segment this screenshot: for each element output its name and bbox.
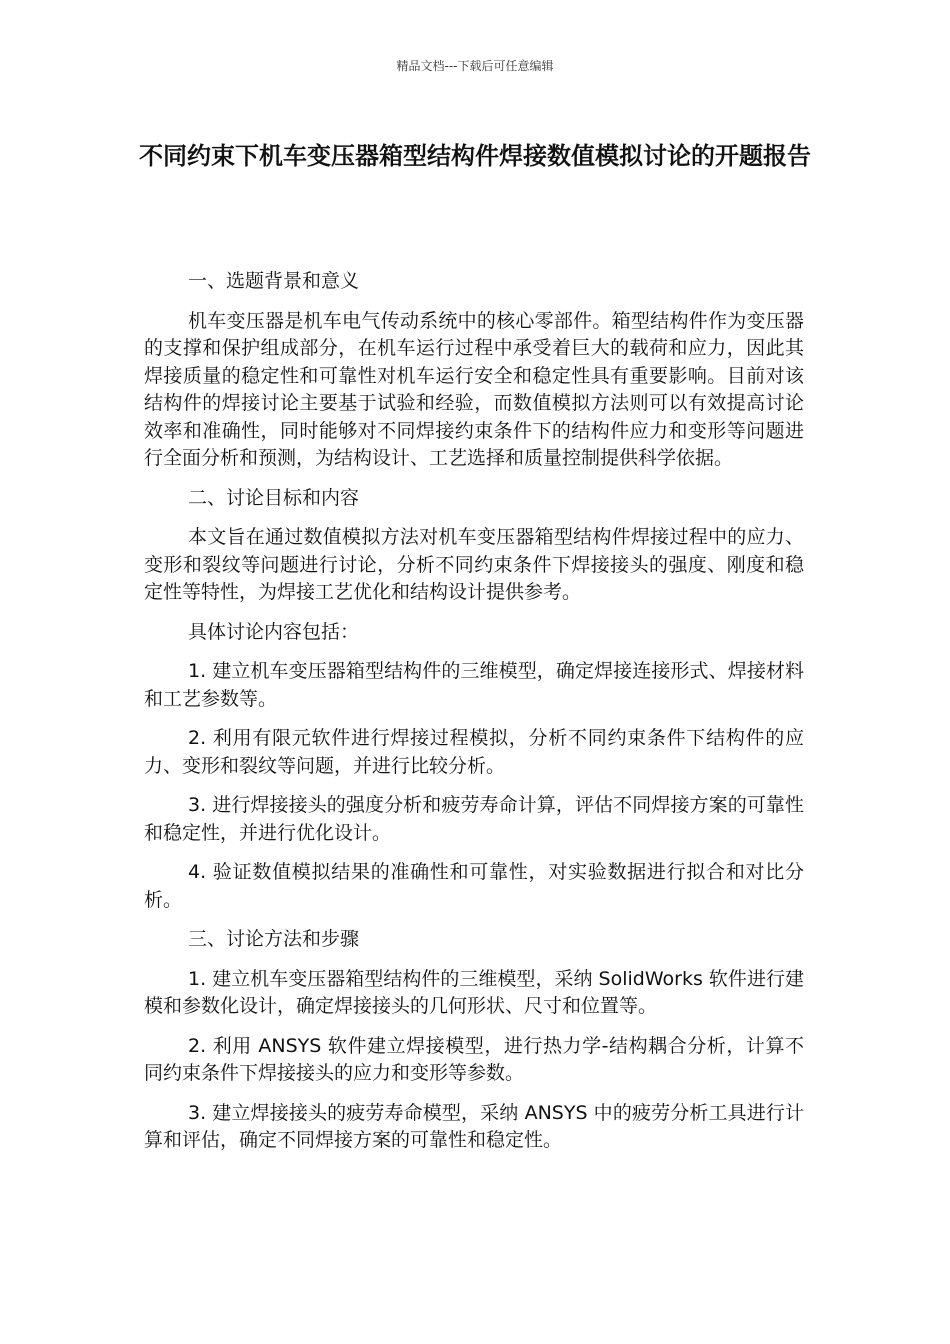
list-item-content-1: 1. 建立机车变压器箱型结构件的三维模型，确定焊接连接形式、焊接材料和工艺参数等。 [144,660,804,710]
header-note: 精品文档---下载后可任意编辑 [396,59,554,73]
list-item-method-2: 2. 利用 ANSYS 软件建立焊接模型，进行热力学-结构耦合分析，计算不同约束条件下焊接接头的应力和变形等参数。 [144,1034,804,1084]
list-item-content-2: 2. 利用有限元软件进行焊接过程模拟，分析不同约束条件下结构件的应力、变形和裂纹等问题，并进行比较分析。 [144,727,804,777]
section-heading-background: 一、选题背景和意义 [188,270,360,292]
list-item-content-3: 3. 进行焊接接头的强度分析和疲劳寿命计算，评估不同焊接方案的可靠性和稳定性，并进行优化设计。 [144,794,804,844]
document-title: 不同约束下机车变压器箱型结构件焊接数值模拟讨论的开题报告 [139,142,811,170]
paragraph-background: 机车变压器是机车电气传动系统中的核心零部件。箱型结构件作为变压器的支撑和保护组成部分，在机车运行过程中承受着巨大的载荷和应力，因此其焊接质量的稳定性和可靠性对机车运行安全和稳定性具有重要影响。目前对该结构件的焊接讨论主要基于试验和经验，而数值模拟方法则可以有效提高讨论效率和准确性，同时能够对不同焊接约束条件下的结构件应力和变形等问题进行全面分析和预测，为结构设计、工艺选择和质量控制提供科学依据。 [144,309,804,469]
paragraph-content-intro: 具体讨论内容包括： [188,620,360,643]
list-item-content-4: 4. 验证数值模拟结果的准确性和可靠性，对实验数据进行拟合和对比分析。 [144,861,804,911]
document-body [144,268,804,1167]
list-item-method-1: 1. 建立机车变压器箱型结构件的三维模型，采纳 SolidWorks 软件进行建模和参数化设计，确定焊接接头的几何形状、尺寸和位置等。 [144,967,804,1017]
paragraph-goals: 本文旨在通过数值模拟方法对机车变压器箱型结构件焊接过程中的应力、变形和裂纹等问题进行讨论，分析不同约束条件下焊接接头的强度、刚度和稳定性等特性，为焊接工艺优化和结构设计提供参考。 [144,526,804,603]
section-heading-methods: 三、讨论方法和步骤 [188,928,360,950]
section-heading-goals: 二、讨论目标和内容 [188,486,360,509]
list-item-method-3: 3. 建立焊接接头的疲劳寿命模型，采纳 ANSYS 中的疲劳分析工具进行计算和评估，确定不同焊接方案的可靠性和稳定性。 [144,1101,804,1151]
